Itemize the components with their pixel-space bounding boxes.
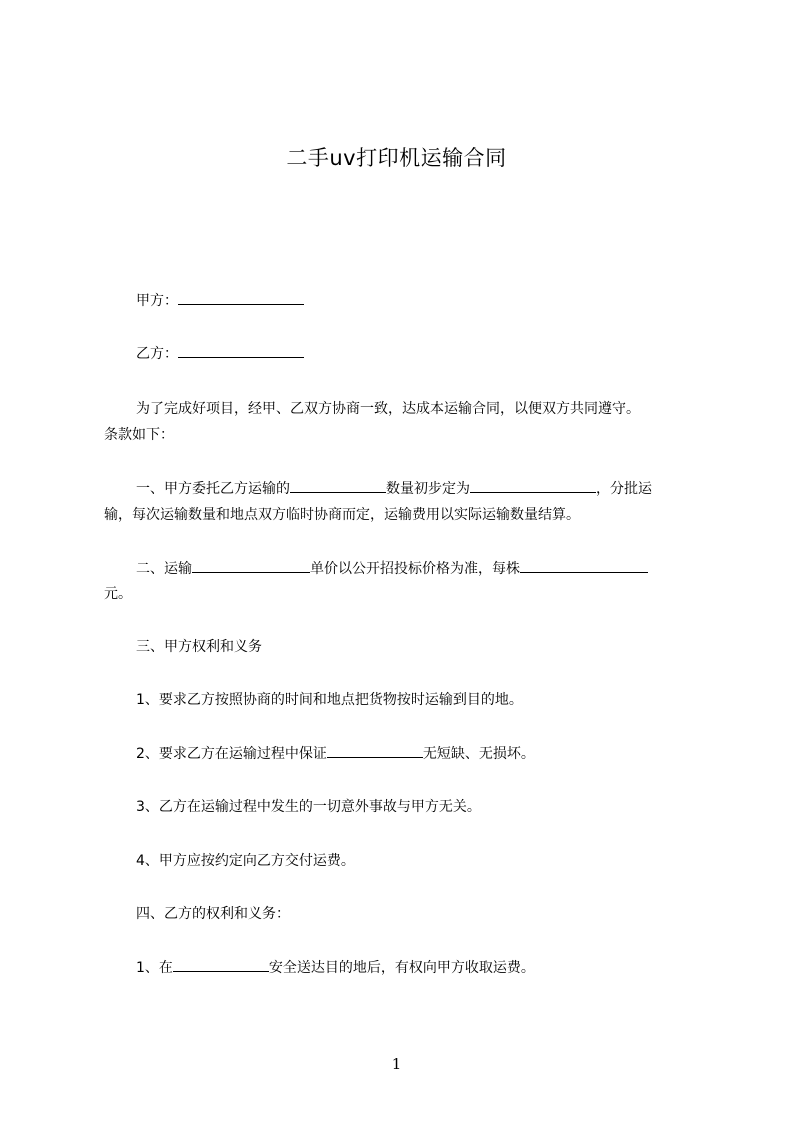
clause-1-blank-a: [290, 480, 386, 493]
party-b-blank: [178, 345, 304, 358]
item-3-2-blank: [327, 745, 423, 758]
section-3-heading: 三、甲方权利和义务: [136, 639, 262, 655]
clause-2-line-2: 元。: [104, 586, 132, 602]
clause-1-text-a: 一、甲方委托乙方运输的: [136, 481, 290, 497]
clause-2-blank-b: [520, 560, 648, 573]
item-3-4: 4、甲方应按约定向乙方交付运费。: [136, 853, 355, 869]
item-3-1: 1、要求乙方按照协商的时间和地点把货物按时运输到目的地。: [136, 692, 523, 708]
item-3-2: [104, 745, 736, 763]
item-4-1-text-b: 安全送达目的地后，有权向甲方收取运费。: [268, 960, 535, 976]
party-a-label: 甲方：: [136, 293, 178, 309]
party-b-label: 乙方：: [136, 346, 178, 362]
clause-1-text-c: ，分批运: [596, 481, 652, 497]
clause-2-blank-a: [192, 560, 310, 573]
section-4-heading: 四、乙方的权利和义务：: [136, 906, 290, 922]
party-a-line: [104, 292, 736, 310]
party-a-blank: [178, 292, 304, 305]
intro-line-1: 为了完成好项目，经甲、乙双方协商一致，达成本运输合同，以便双方共同遵守。: [136, 401, 640, 417]
page-number: 1: [391, 1055, 402, 1073]
clause-2-line-1: [104, 560, 736, 578]
item-3-3: 3、乙方在运输过程中发生的一切意外事故与甲方无关。: [136, 799, 481, 815]
clause-1-blank-b: [470, 480, 596, 493]
item-3-2-text-b: 无短缺、无损坏。: [422, 746, 535, 762]
clause-1-line-1: [104, 480, 736, 498]
item-4-1: [104, 959, 736, 977]
intro-line-2: 条款如下：: [104, 427, 174, 443]
item-4-1-text-a: 1、在: [136, 960, 173, 976]
party-b-line: [104, 345, 736, 363]
clause-1-text-b: 数量初步定为: [386, 481, 470, 497]
document-title: 二手uv打印机运输合同: [286, 146, 507, 170]
item-3-2-text-a: 2、要求乙方在运输过程中保证: [136, 746, 327, 762]
clause-2-text-b: 单价以公开招投标价格为准，每株: [310, 561, 520, 577]
clause-2-text-a: 二、运输: [136, 561, 192, 577]
item-4-1-blank: [173, 959, 269, 972]
clause-1-line-2: 输，每次运输数量和地点双方临时协商而定，运输费用以实际运输数量结算。: [104, 507, 580, 523]
